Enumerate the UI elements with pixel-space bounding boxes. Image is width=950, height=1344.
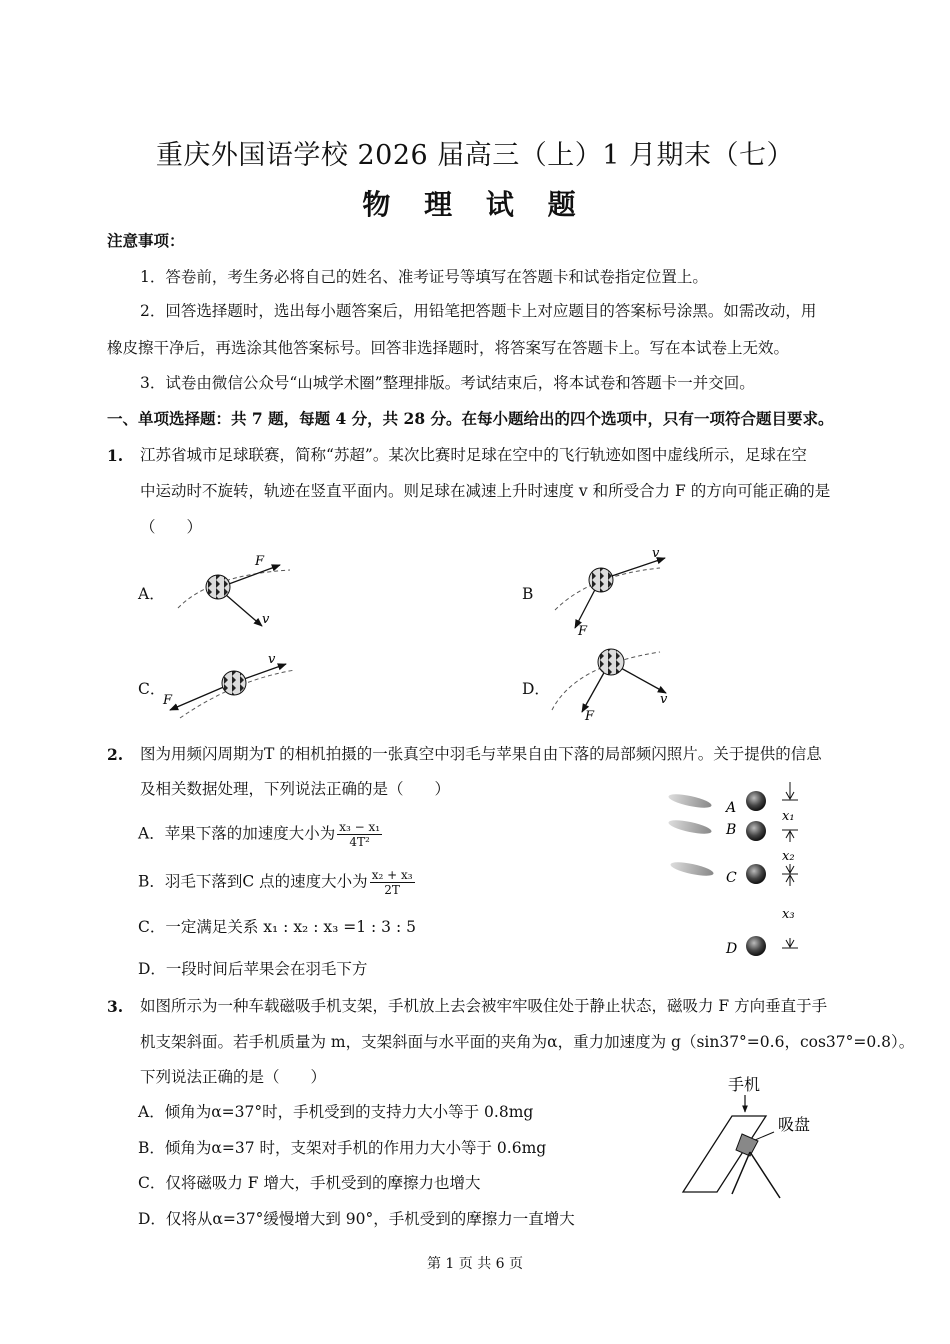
q2-option-a-text: A．苹果下落的加速度大小为: [138, 824, 336, 843]
q2-figure: [660, 778, 820, 988]
q3-option-c: C．仅将磁吸力 F 增大，手机受到的摩擦力也增大: [138, 1174, 481, 1192]
notice-item-2-cont: 橡皮擦干净后，再选涂其他答案标号。回答非选择题时，将答案写在答题卡上。写在本试卷上无效。: [107, 339, 790, 357]
notice-item-3: 3．试卷由微信公众号“山城学术圈”整理排版。考试结束后，将本试卷和答题卡一并交回。: [140, 374, 755, 392]
q1-figure-a: [178, 554, 290, 627]
q3-figure: [670, 1070, 820, 1205]
q2-option-a-numerator: x₃ − x₁: [339, 820, 381, 834]
q3-phone-shape: [683, 1116, 766, 1192]
q2-point-a: A: [726, 800, 737, 816]
q3-option-d: D．仅将从α=37°缓慢增大到 90°，手机受到的摩擦力一直增大: [138, 1210, 575, 1228]
q1a-f-label: F: [255, 554, 265, 569]
q1b-ball-icon: [589, 568, 613, 592]
q2-dimension-lines: [782, 782, 798, 948]
q2-feather-a-icon: [667, 792, 712, 811]
q1c-ball-icon: [222, 671, 246, 695]
q1-option-a-label: A．: [138, 585, 165, 603]
q1-option-c-label: C．: [138, 680, 166, 698]
q2-point-c: C: [726, 870, 737, 886]
q2-option-b-fraction: [370, 868, 415, 897]
q1-figure-c: [162, 652, 295, 718]
q2-apple-c-icon: [746, 864, 766, 884]
q2-feather-b-icon: [667, 818, 712, 837]
page-subtitle: 物 理 试 题: [362, 188, 588, 221]
q1-line-2: 中运动时不旋转，轨迹在竖直平面内。则足球在减速上升时速度 v 和所受合力 F 的方向可能正确的是: [140, 482, 831, 500]
q2-line-1: 图为用频闪周期为T 的相机拍摄的一张真空中羽毛与苹果自由下落的局部频闪照片。关于提供的信息: [140, 745, 822, 763]
q3-sucker-leader: [755, 1132, 774, 1140]
q1c-v-label: v: [268, 652, 276, 667]
q2-dim-x1: x₁: [782, 809, 795, 824]
q2-option-b-text: B．羽毛下落到C 点的速度大小为: [138, 872, 368, 891]
q2-option-b: [138, 868, 415, 897]
q1b-v-label: v: [652, 546, 660, 561]
q2-dim-x3: x₃: [782, 907, 795, 922]
q3-sucker-label: 吸盘: [778, 1115, 811, 1134]
q1-figure-b: [555, 546, 665, 639]
q3-option-a: A．倾角为α=37°时，手机受到的支持力大小等于 0.8mg: [138, 1103, 534, 1121]
q2-option-a: [138, 820, 382, 849]
notice-item-1: 1．答卷前，考生务必将自己的姓名、准考证号等填写在答题卡和试卷指定位置上。: [140, 268, 708, 286]
q1-option-b-label: B: [522, 585, 534, 603]
q2-option-d: D．一段时间后苹果会在羽毛下方: [138, 960, 368, 978]
q1b-f-label: F: [578, 624, 588, 639]
q2-option-b-denominator: 2T: [384, 883, 400, 897]
q1-option-d-label: D．: [522, 680, 550, 698]
page-footer: 第 1 页 共 6 页: [426, 1256, 524, 1272]
q3-stand-shape: [732, 1152, 780, 1198]
q1d-v-label: v: [660, 692, 668, 707]
q2-point-d: D: [726, 941, 738, 957]
q2-option-a-denominator: 4T²: [349, 835, 370, 849]
page-title: 重庆外国语学校 2026 届高三（上）1 月期末（七）: [155, 140, 795, 171]
q2-number: 2.: [107, 745, 124, 764]
q1c-f-label: F: [163, 693, 173, 708]
q3-number: 3.: [107, 997, 124, 1016]
q1d-ball-icon: [598, 649, 624, 675]
q1-number: 1.: [107, 446, 124, 465]
section-heading: 一、单项选择题：共 7 题，每题 4 分，共 28 分。在每小题给出的四个选项中，只有一项符合题目要求。: [107, 409, 834, 428]
q2-dim-x2: x₂: [782, 849, 795, 864]
q3-line-3: 下列说法正确的是（ ）: [140, 1068, 327, 1086]
q2-point-b: B: [726, 822, 737, 838]
q3-line-1: 如图所示为一种车载磁吸手机支架，手机放上去会被牢牢吸住处于静止状态，磁吸力 F 方向垂直于手: [140, 997, 828, 1015]
q1-figures: [0, 540, 950, 730]
notice-heading: 注意事项：: [107, 231, 185, 250]
q1a-v-label: v: [262, 612, 270, 627]
q1a-ball-icon: [206, 575, 230, 599]
q2-option-c: C．一定满足关系 x₁ : x₂ : x₃ =1 : 3 : 5: [138, 918, 416, 936]
q3-option-b: B．倾角为α=37 时，支架对手机的作用力大小等于 0.6mg: [138, 1139, 547, 1157]
q2-line-2: 及相关数据处理，下列说法正确的是（ ）: [140, 780, 451, 798]
q2-option-a-fraction: [337, 820, 382, 849]
q3-phone-label: 手机: [728, 1075, 761, 1094]
q1-figure-d: [552, 649, 668, 724]
q2-apple-a-icon: [746, 791, 766, 811]
q1-line-1: 江苏省城市足球联赛，简称“苏超”。某次比赛时足球在空中的飞行轨迹如图中虚线所示，足球在空: [140, 446, 807, 464]
q2-apple-d-icon: [746, 936, 766, 956]
q2-option-b-numerator: x₂ + x₃: [371, 868, 413, 882]
notice-item-2: 2．回答选择题时，选出每小题答案后，用铅笔把答题卡上对应题目的答案标号涂黑。如需改动，用: [140, 302, 817, 320]
q1d-f-label: F: [585, 709, 595, 724]
q2-feather-c-icon: [669, 860, 714, 879]
q1-answer-blank: （ ）: [140, 518, 203, 536]
q3-line-2: 机支架斜面。若手机质量为 m，支架斜面与水平面的夹角为α，重力加速度为 g（sin37°=0.6，cos37°=0.8）。: [140, 1033, 915, 1051]
q2-apple-b-icon: [746, 821, 766, 841]
